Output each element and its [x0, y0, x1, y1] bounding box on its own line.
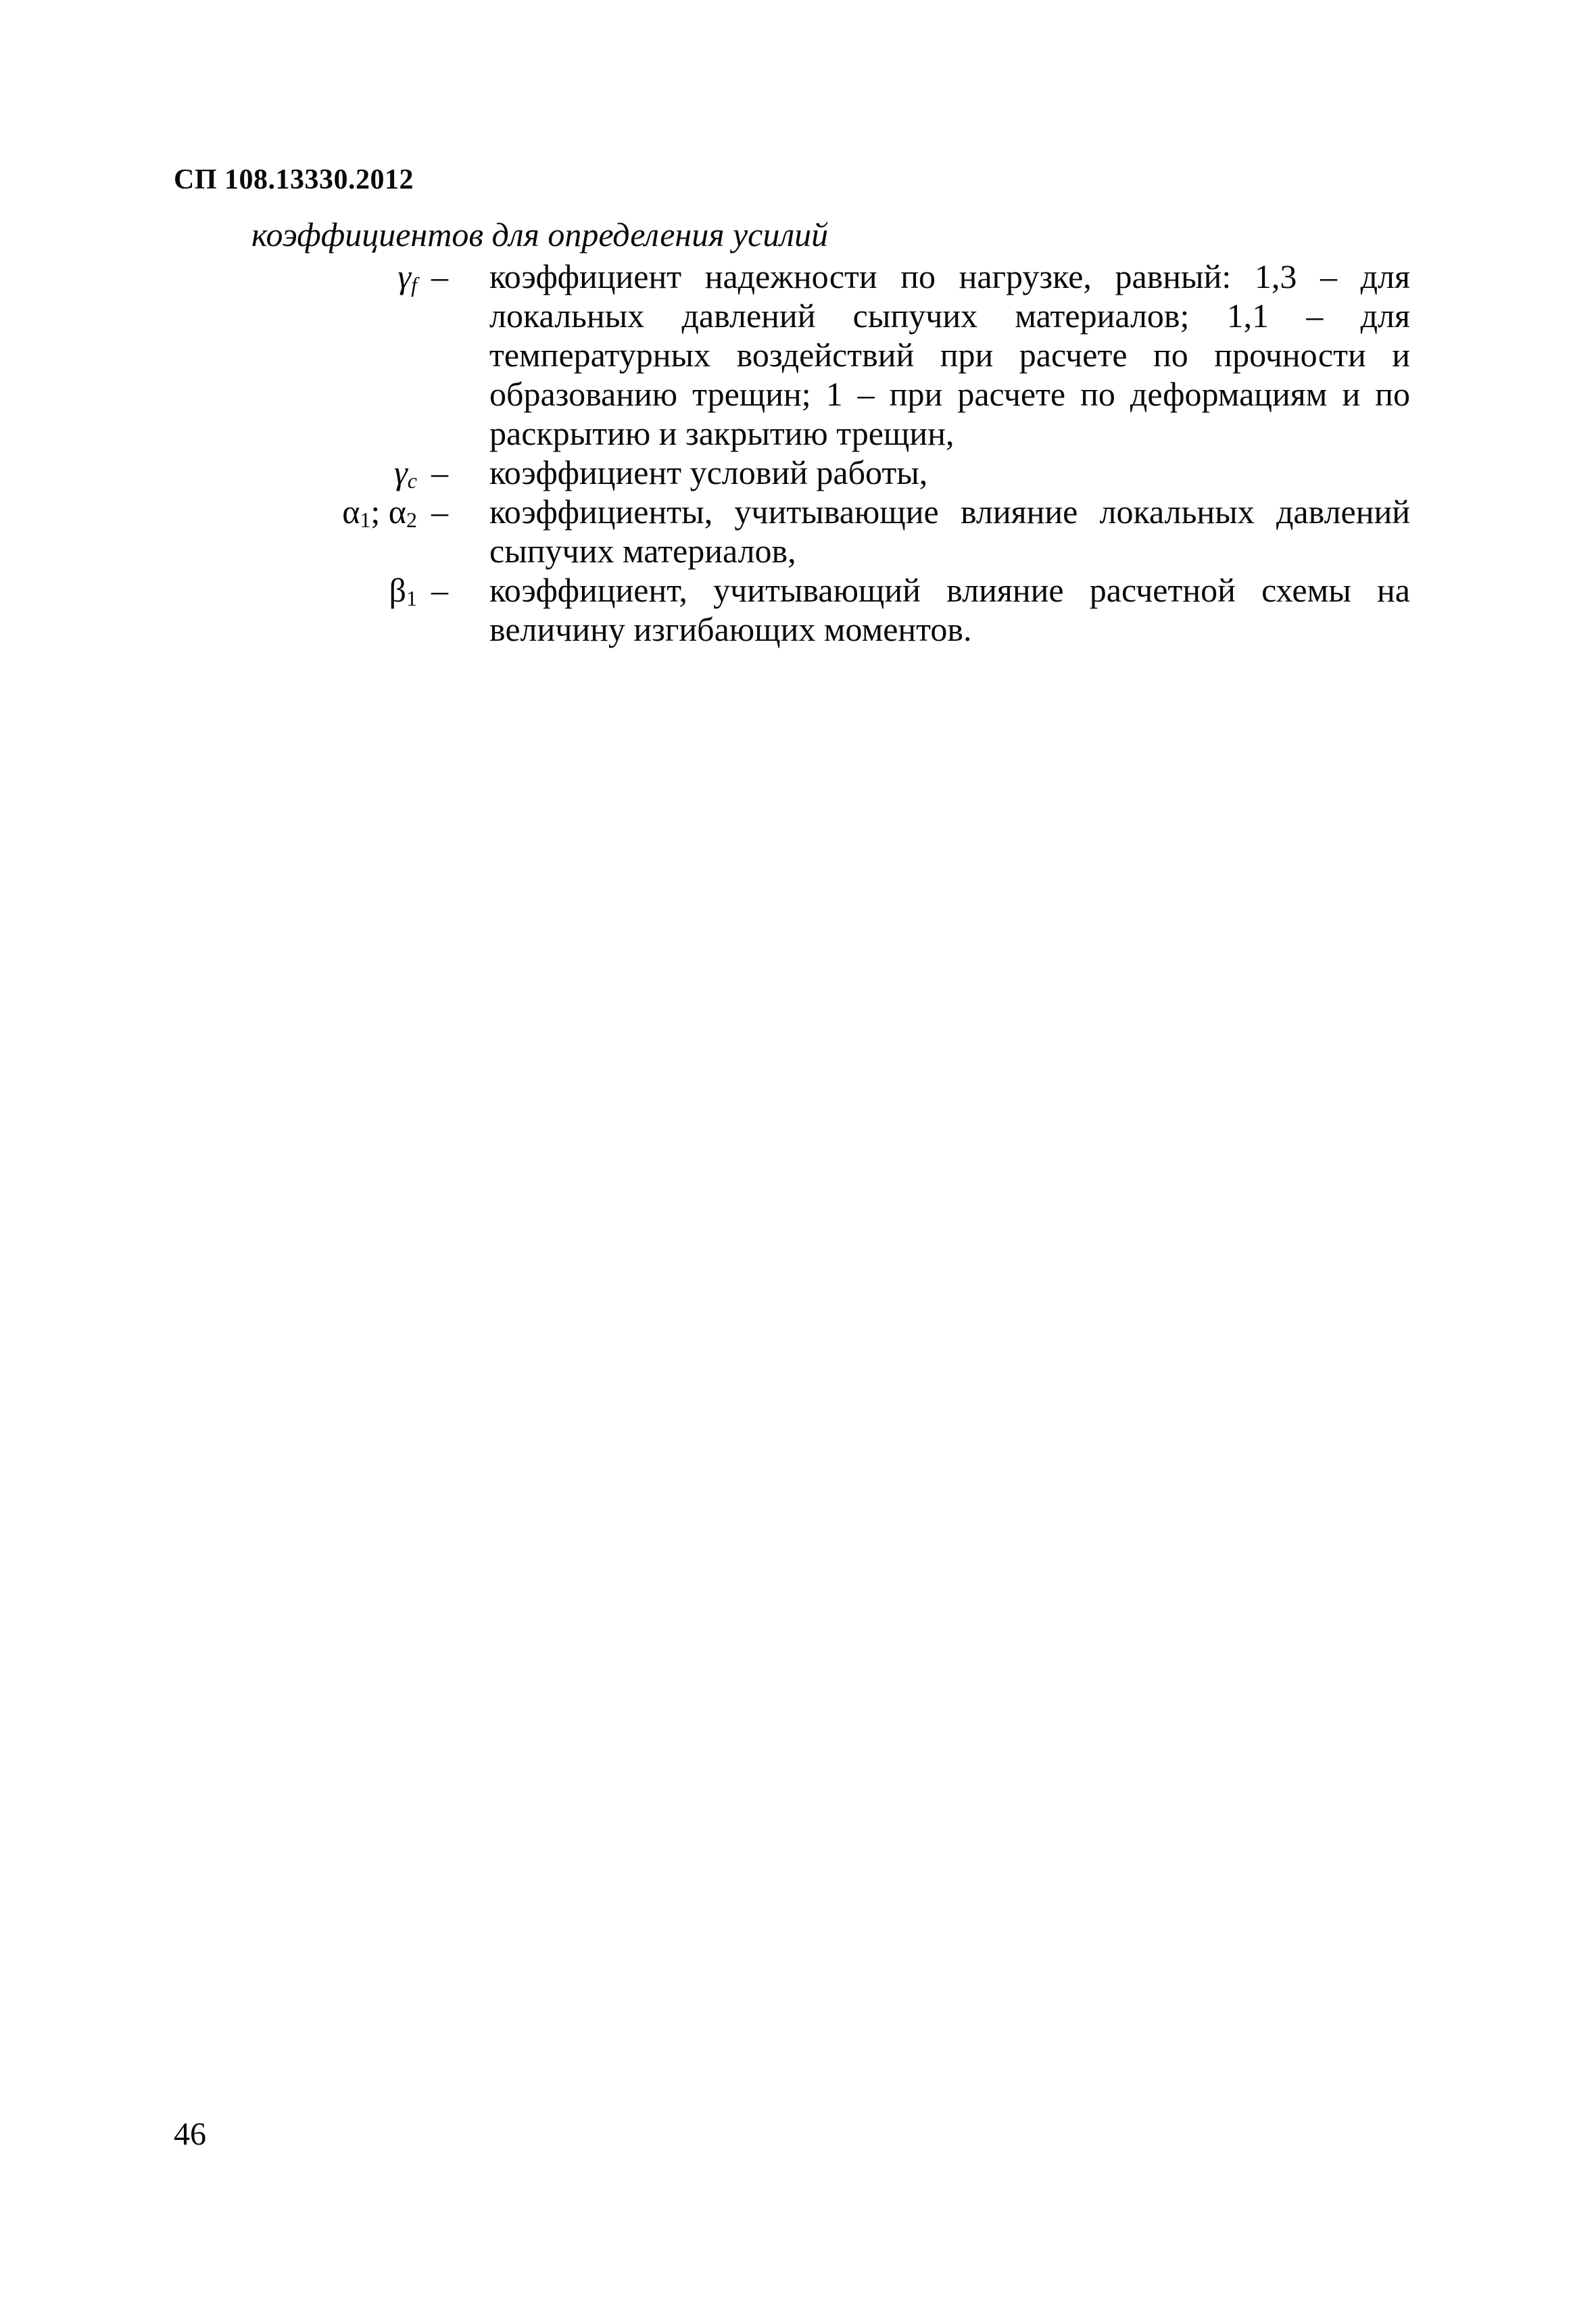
- definition-dash: –: [431, 258, 448, 295]
- definition-symbol: $\gamma_f$: [397, 258, 417, 297]
- definition-dash: –: [431, 493, 448, 531]
- definition-text: коэффициент условий работы,: [489, 454, 928, 491]
- definition-gamma-c: [0, 453, 1596, 492]
- definition-dash: –: [431, 454, 448, 491]
- definition-alpha-1-2: [0, 492, 1596, 570]
- symbol-definitions-list: [0, 257, 1596, 649]
- definition-beta-1: [0, 570, 1596, 649]
- definition-symbol: $\alpha_1$; $\alpha_2$: [342, 493, 417, 532]
- definition-text: коэффициент надежности по нагрузке, равный: 1,3 – для локальных давлений сыпучих материалов; 1,1 – для температурных воздействий при расчете по прочности и образованию трещин; 1 – при расчете по деформациям и по раскрытию и закрытию трещин,: [489, 258, 1410, 452]
- definition-text: коэффициент, учитывающий влияние расчетной схемы на величину изгибающих моментов.: [489, 571, 1410, 648]
- page-number: 46: [174, 2116, 206, 2152]
- definition-text: коэффициенты, учитывающие влияние локальных давлений сыпучих материалов,: [489, 493, 1410, 570]
- definition-symbol: $\beta_1$: [389, 571, 417, 610]
- definition-gamma-f: [0, 257, 1596, 453]
- definition-symbol: $\gamma_c$: [394, 454, 417, 493]
- definition-dash: –: [431, 571, 448, 609]
- section-heading: коэффициентов для определения усилий: [251, 216, 829, 253]
- document-code-header: СП 108.13330.2012: [174, 164, 414, 195]
